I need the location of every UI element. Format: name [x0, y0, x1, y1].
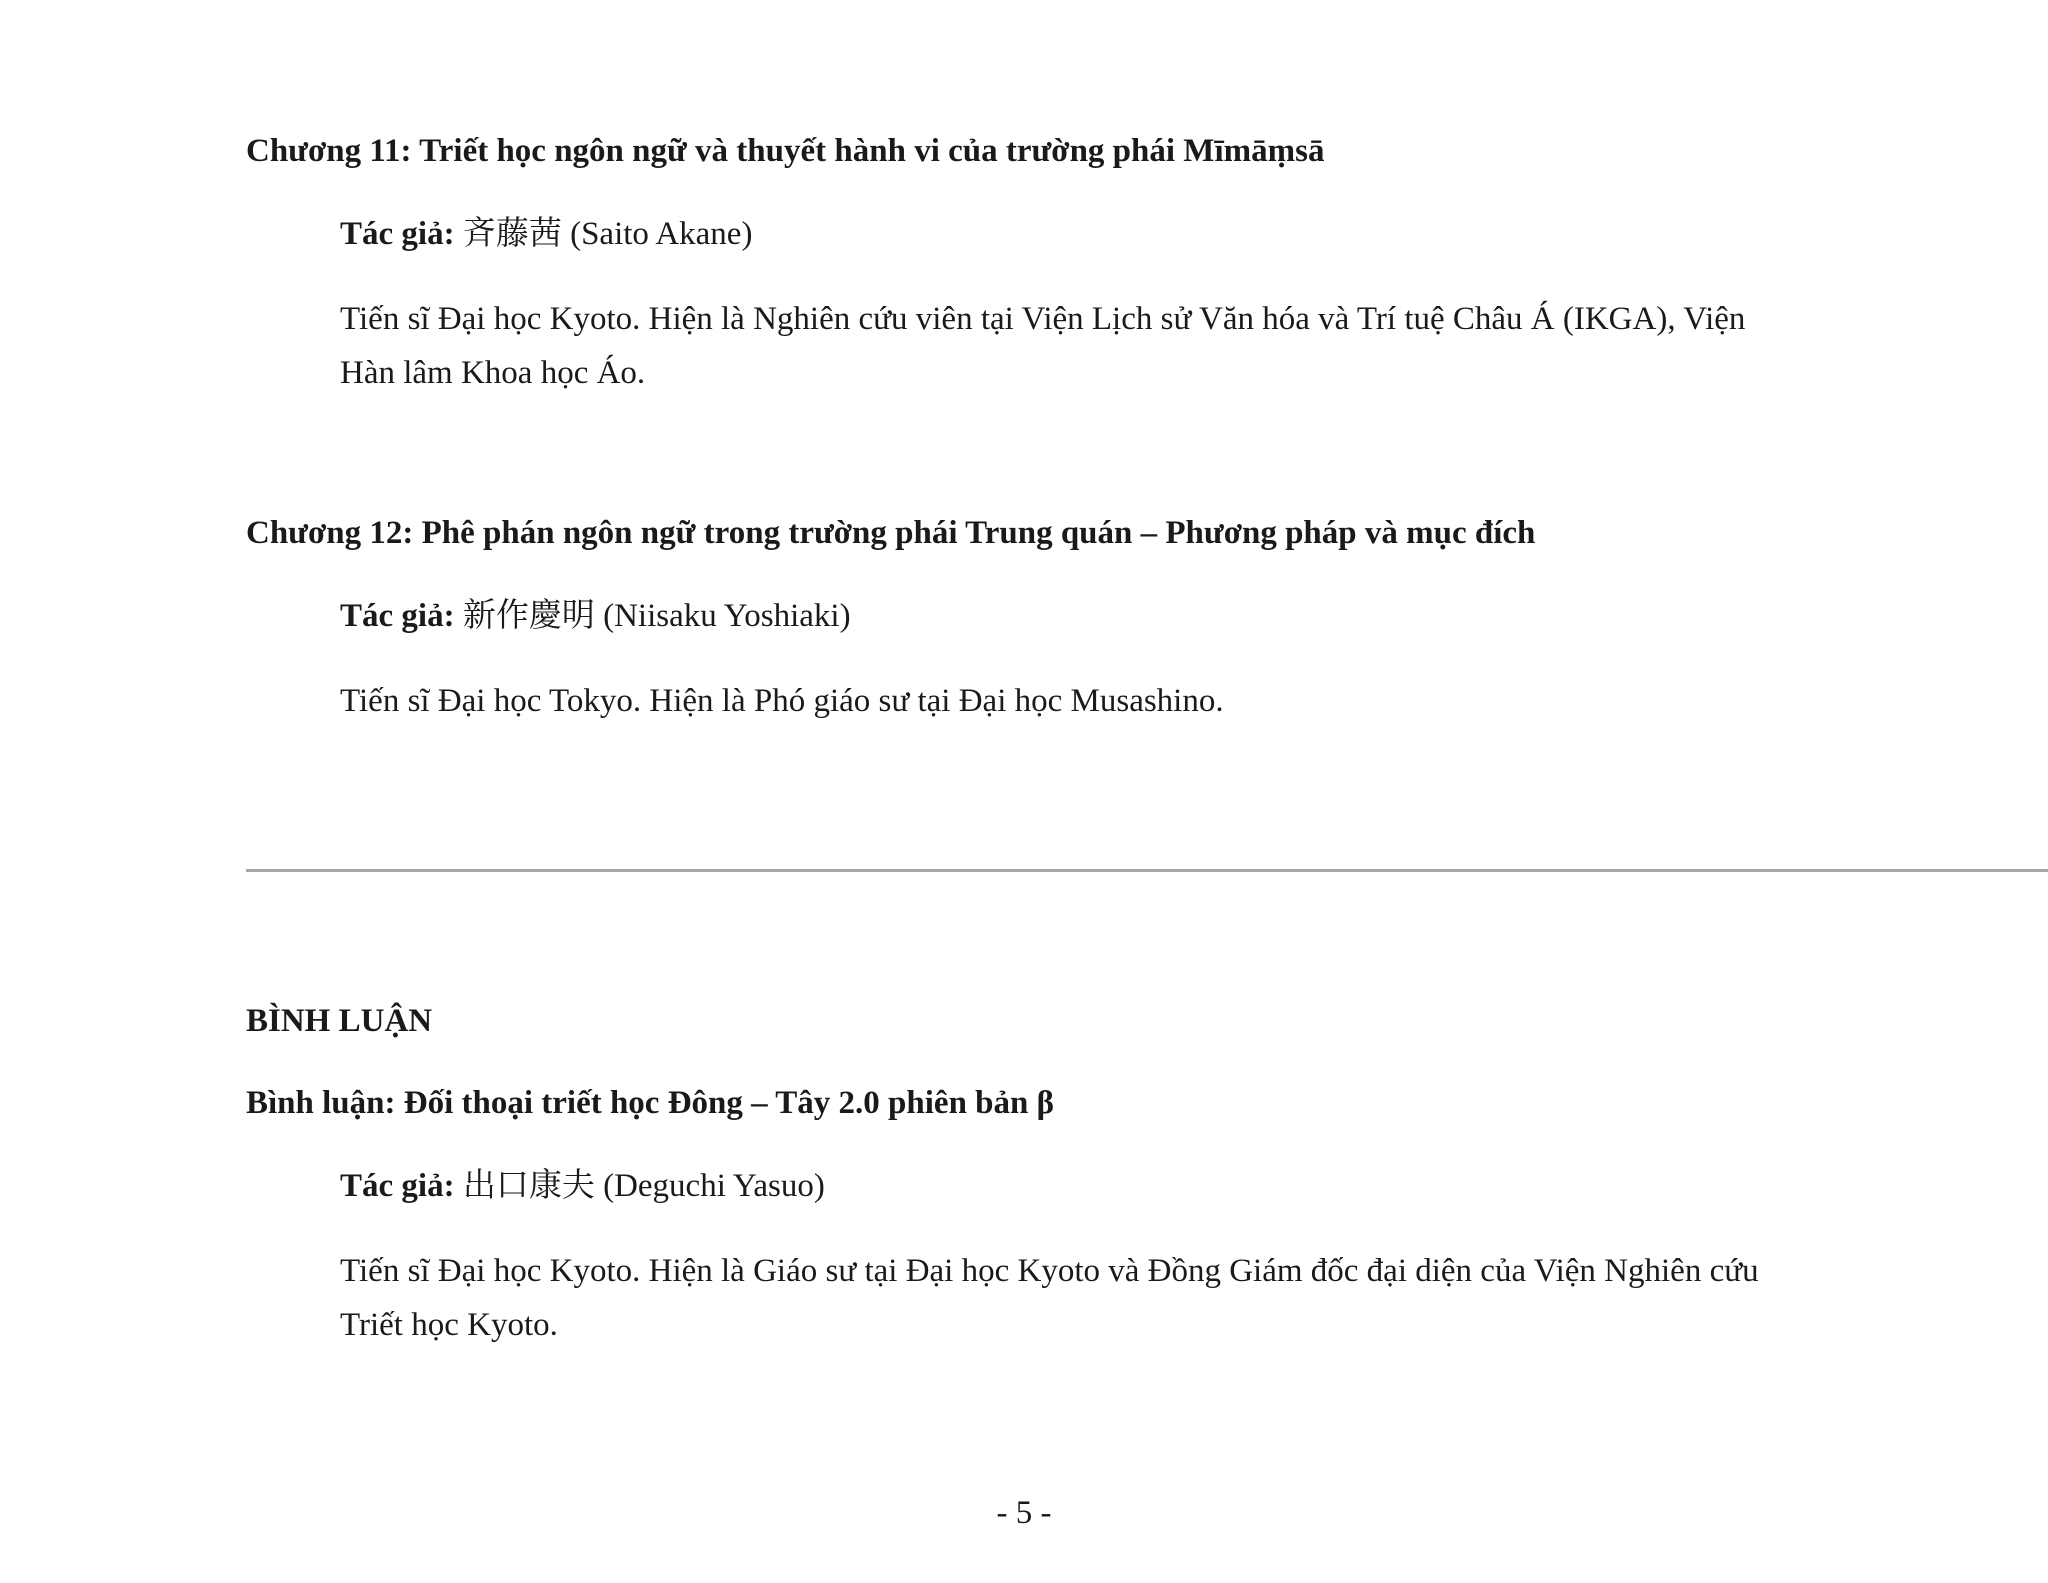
- author-name: 新作慶明 (Niisaku Yoshiaki): [462, 598, 851, 634]
- commentary-title: Bình luận: Đối thoại triết học Đông – Tây 2.0 phiên bản β: [246, 1085, 1055, 1121]
- author-label: Tác giả:: [340, 1168, 455, 1204]
- chapter-11-bio: [340, 292, 1940, 400]
- bio-line: Hàn lâm Khoa học Áo.: [340, 355, 646, 391]
- author-name: 出口康夫 (Deguchi Yasuo): [462, 1168, 825, 1204]
- bio-line: Triết học Kyoto.: [340, 1307, 558, 1343]
- bio-line: Tiến sĩ Đại học Kyoto. Hiện là Giáo sư tại Đại học Kyoto và Đồng Giám đốc đại diện của Viện Nghiên cứu: [340, 1253, 1759, 1289]
- commentary-bio: [340, 1244, 1940, 1352]
- section-divider: [246, 869, 2048, 872]
- commentary-section-title: BÌNH LUẬN: [246, 1003, 433, 1039]
- chapter-12-bio: [340, 674, 1940, 728]
- chapter-11-author: [340, 214, 752, 254]
- chapter-11-title: Chương 11: Triết học ngôn ngữ và thuyết hành vi của trường phái Mīmāṃsā: [246, 133, 1325, 169]
- chapter-12-author: [340, 596, 851, 636]
- bio-line: Tiến sĩ Đại học Kyoto. Hiện là Nghiên cứu viên tại Viện Lịch sử Văn hóa và Trí tuệ Châu Á (IKGA), Viện: [340, 301, 1746, 337]
- page-number: - 5 -: [996, 1495, 1052, 1531]
- chapter-12-title: Chương 12: Phê phán ngôn ngữ trong trường phái Trung quán – Phương pháp và mục đích: [246, 515, 1536, 551]
- author-label: Tác giả:: [340, 216, 455, 252]
- bio-line: Tiến sĩ Đại học Tokyo. Hiện là Phó giáo sư tại Đại học Musashino.: [340, 683, 1224, 719]
- commentary-author: [340, 1166, 825, 1206]
- author-name: 斉藤茜 (Saito Akane): [462, 216, 753, 252]
- author-label: Tác giả:: [340, 598, 455, 634]
